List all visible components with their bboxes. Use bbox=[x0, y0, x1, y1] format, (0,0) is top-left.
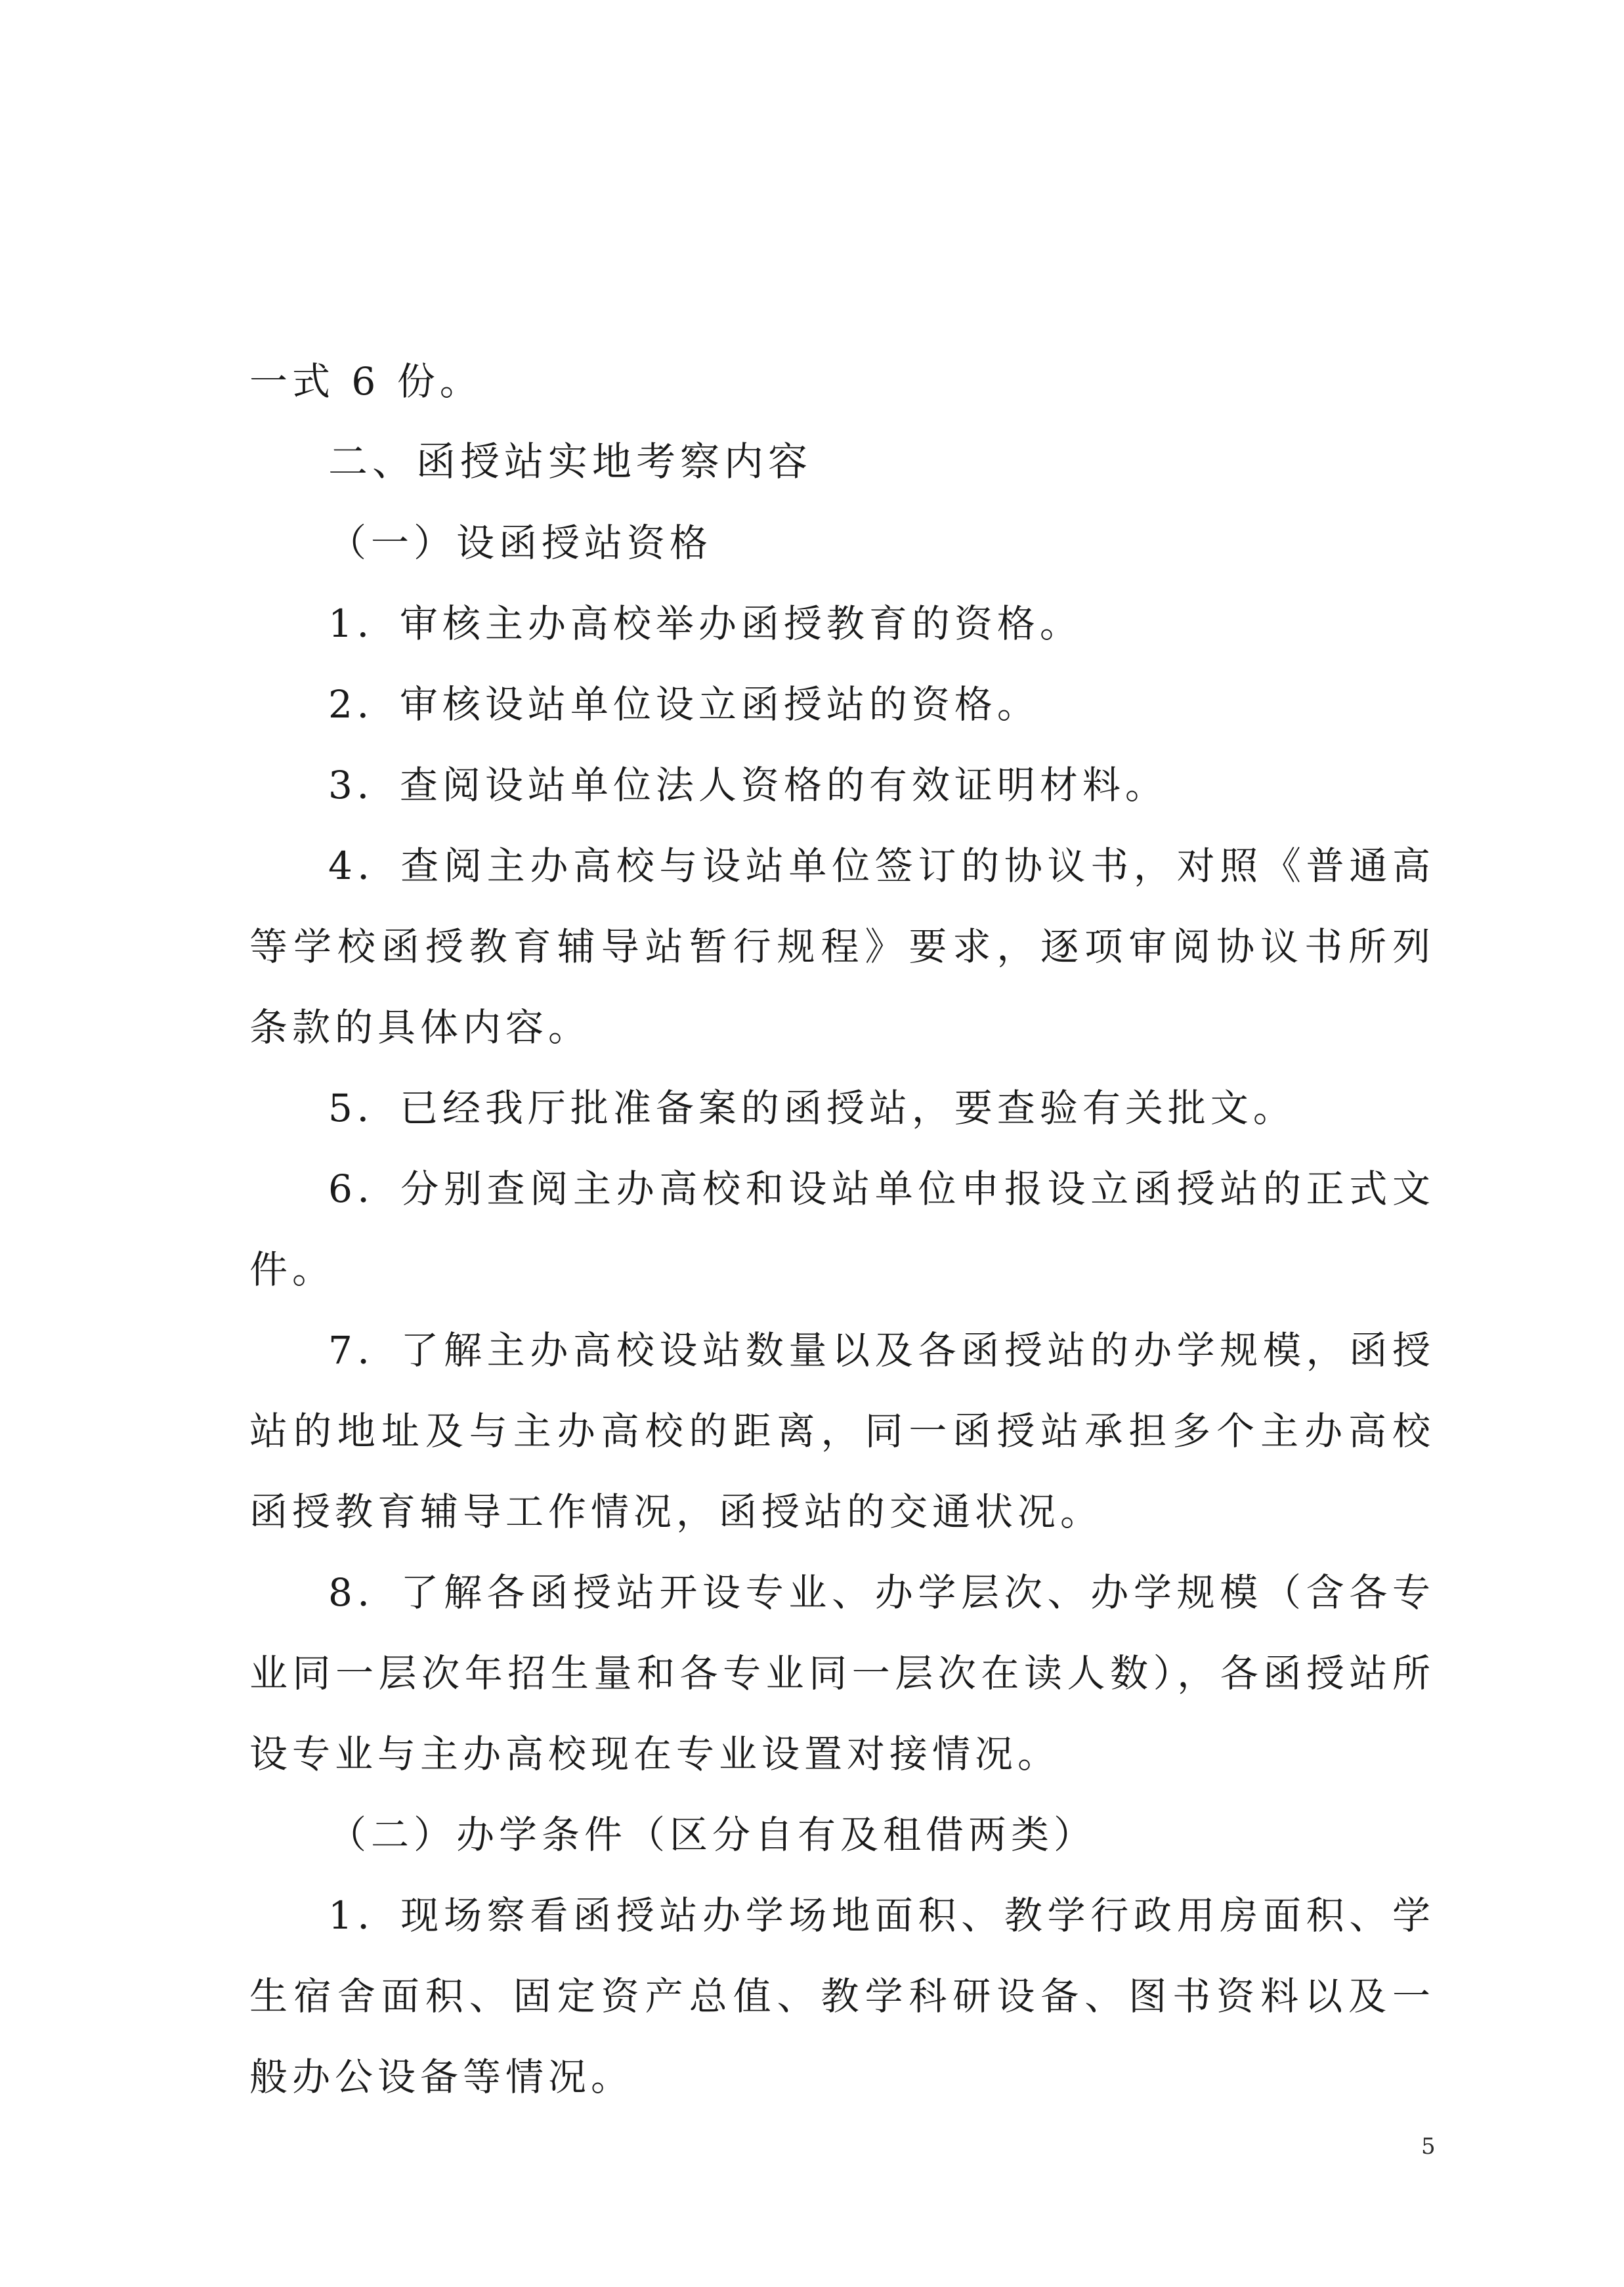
page-number: 5 bbox=[1421, 2133, 1436, 2160]
section-heading: 二、函授站实地考察内容 bbox=[328, 439, 812, 485]
paragraph-continuation: 一式 6 份。 bbox=[249, 359, 482, 404]
list-item: 5．已经我厅批准备案的函授站，要查验有关批文。 bbox=[328, 1086, 1296, 1130]
list-item: 4．查阅主办高校与设站单位签订的协议书，对照《普通高等学校函授教育辅导站暂行规程》要求，逐项审阅协议书所列条款的具体内容。 bbox=[249, 844, 1435, 1050]
subsection-heading-1: （一）设函授站资格 bbox=[328, 521, 713, 565]
subsection-heading-2: （二）办学条件（区分自有及租借两类） bbox=[328, 1812, 1097, 1857]
document-body bbox=[249, 341, 1435, 2118]
list-item: 3．查阅设站单位法人资格的有效证明材料。 bbox=[328, 763, 1168, 807]
list-item: 2．审核设站单位设立函授站的资格。 bbox=[328, 682, 1040, 727]
list-item: 7．了解主办高校设站数量以及各函授站的办学规模，函授站的地址及与主办高校的距离，同一函授站承担多个主办高校函授教育辅导工作情况，函授站的交通状况。 bbox=[249, 1328, 1435, 1534]
list-item: 6．分别查阅主办高校和设站单位申报设立函授站的正式文件。 bbox=[249, 1166, 1435, 1292]
list-item: 1．审核主办高校举办函授教育的资格。 bbox=[328, 601, 1082, 646]
list-item: 1．现场察看函授站办学场地面积、教学行政用房面积、学生宿舍面积、固定资产总值、教学科研设备、图书资料以及一般办公设备等情况。 bbox=[249, 1893, 1435, 2099]
list-item: 8．了解各函授站开设专业、办学层次、办学规模（含各专业同一层次年招生量和各专业同一层次在读人数），各函授站所设专业与主办高校现在专业设置对接情况。 bbox=[249, 1570, 1435, 1776]
